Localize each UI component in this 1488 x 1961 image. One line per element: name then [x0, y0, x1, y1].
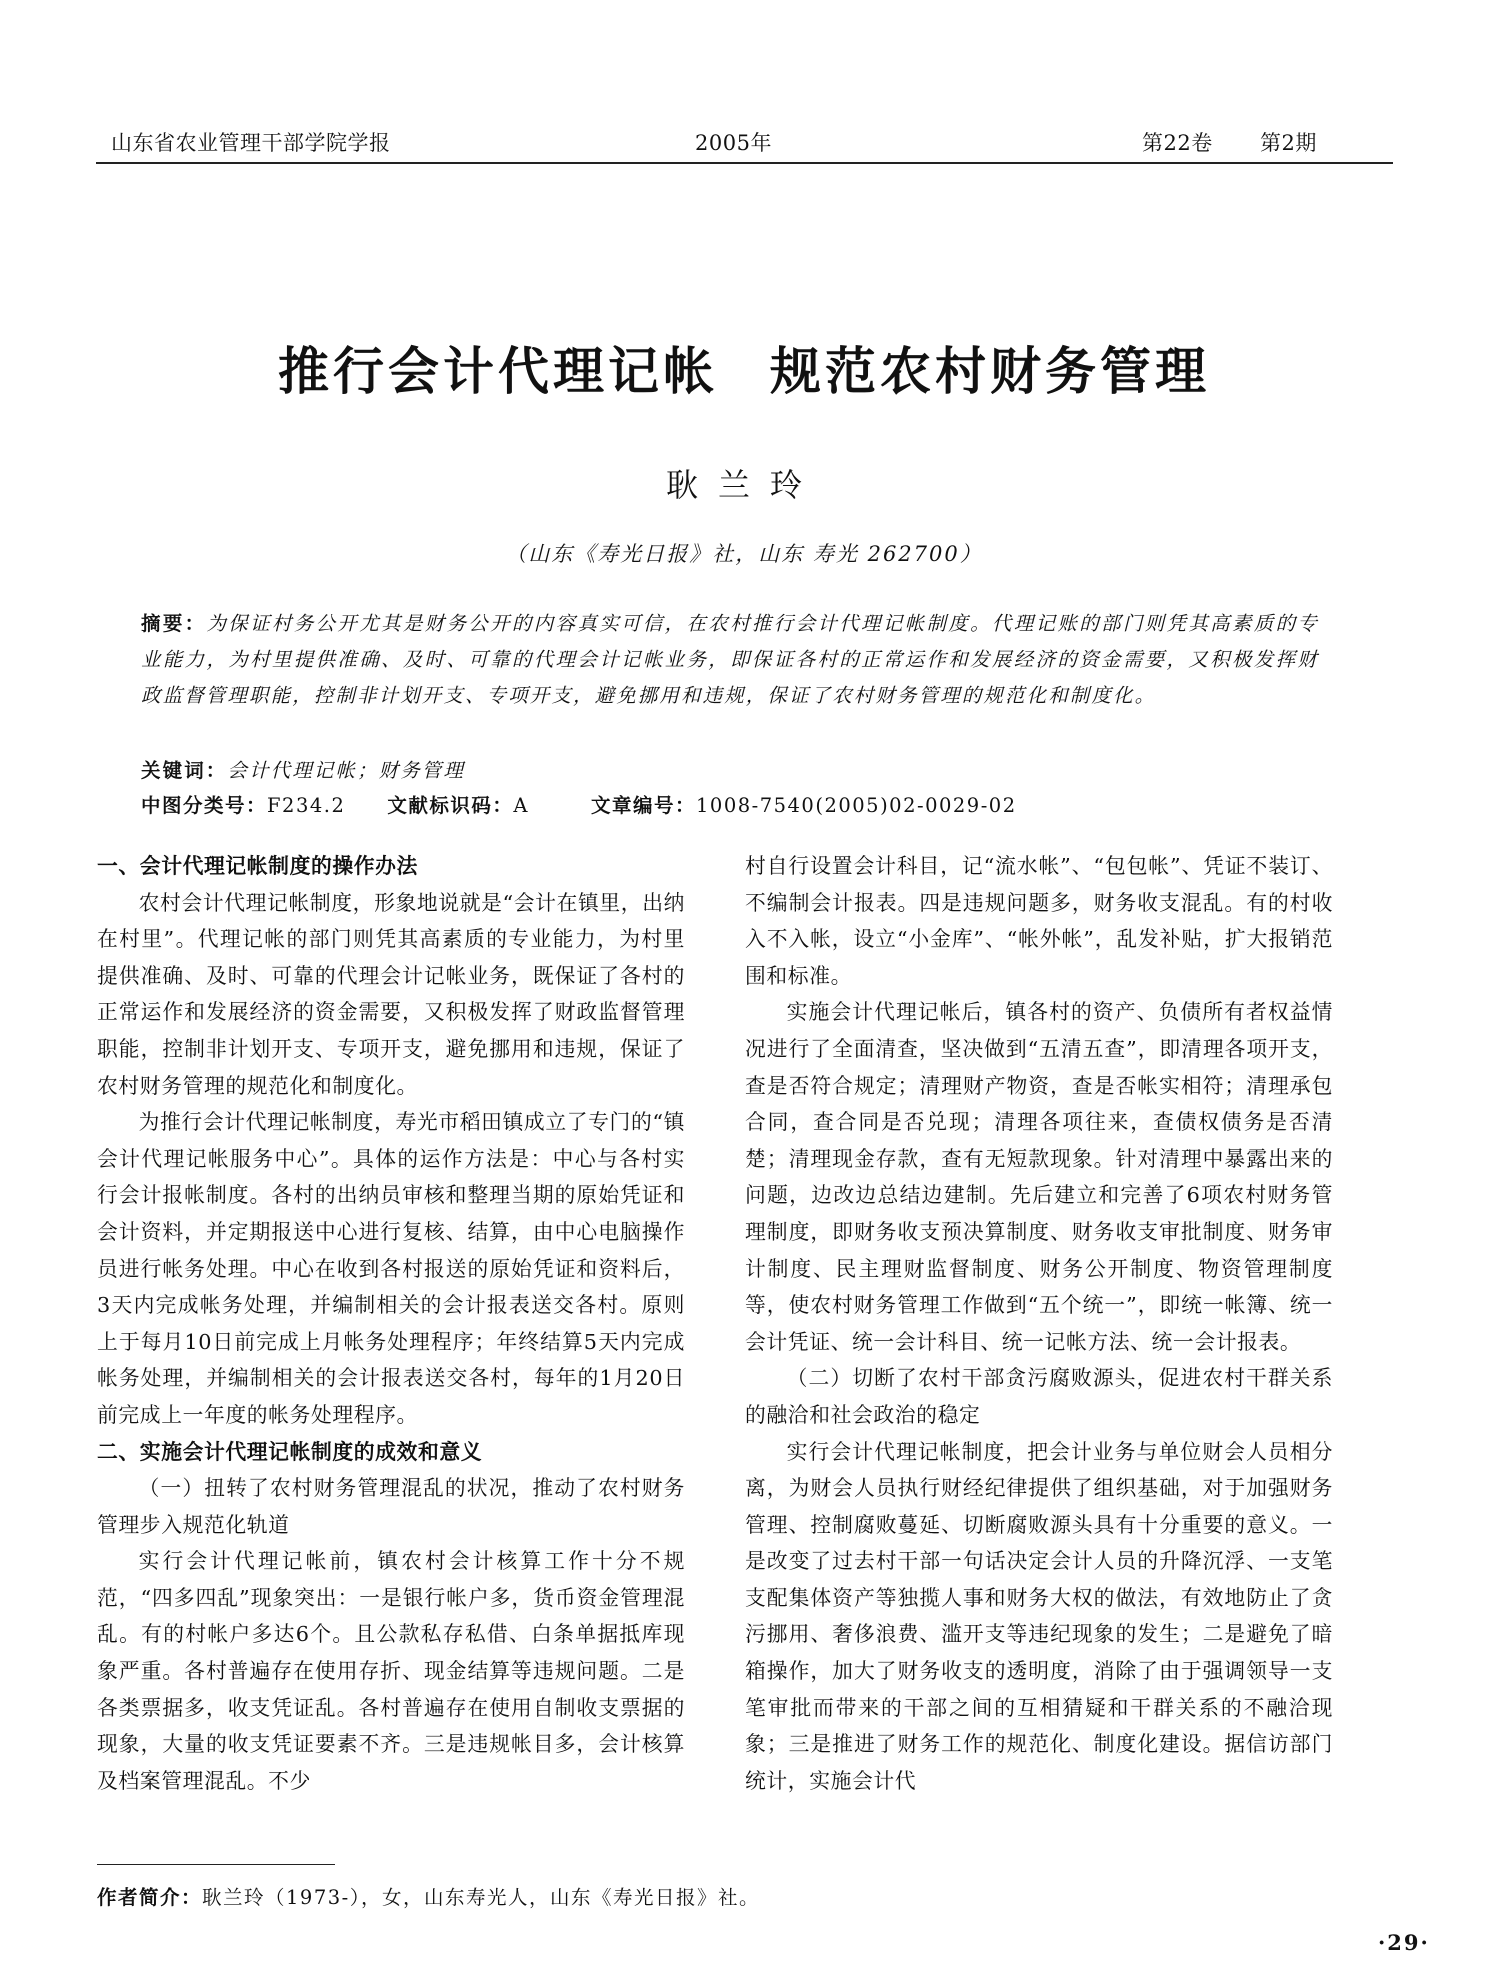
title-part-1: 推行会计代理记帐 — [277, 343, 718, 402]
title-part-2: 规范农村财务管理 — [770, 343, 1211, 402]
subsection-heading-2: （二）切断了农村干部贪污腐败源头，促进农村干群关系的融洽和社会政治的稳定 — [745, 1366, 1333, 1427]
paragraph-continued: 村自行设置会计科目，记“流水帐”、“包包帐”、凭证不装订、不编制会计报表。四是违规问题多，财务收支混乱。有的村收入不入帐，设立“小金库”、“帐外帐”，乱发补贴，扩大报销范围和标准。 — [745, 854, 1333, 988]
keywords-label: 关键词： — [141, 759, 228, 782]
author-note-label: 作者简介： — [97, 1886, 203, 1909]
journal-volume: 第22卷 — [1142, 131, 1213, 155]
footnote-rule — [97, 1864, 335, 1865]
author-note-text: 耿兰玲（1973-），女，山东寿光人，山东《寿光日报》社。 — [202, 1886, 760, 1909]
paragraph: 实行会计代理记帐前，镇农村会计核算工作十分不规范，“四多四乱”现象突出：一是银行帐户多，货币资金管理混乱。有的村帐户多达6个。且公款私存私借、白条单据抵库现象严重。各村普遍存在使用存折、现金结算等违规问题。二是各类票据多，收支凭证乱。各村普遍存在使用自制收支票据的现象，大量的收支凭证要素不齐。三是违规帐目多，会计核算及档案管理混乱。不少 — [97, 1549, 685, 1793]
subsection-heading-1: （一）扭转了农村财务管理混乱的状况，推动了农村财务管理步入规范化轨道 — [97, 1476, 685, 1537]
section-heading-2: 二、实施会计代理记帐制度的成效和意义 — [97, 1439, 483, 1464]
doc-code-value: A — [513, 794, 529, 817]
author-note — [97, 1882, 760, 1910]
abstract-text: 为保证村务公开尤其是财务公开的内容真实可信，在农村推行会计代理记帐制度。代理记账的部门则凭其高素质的专业能力，为村里提供准确、及时、可靠的代理会计记帐业务，即保证各村的正常运作和发展经济的资金需要，又积极发挥财政监督管理职能，控制非计划开支、专项开支，避免挪用和违规，保证了农村财务管理的规范化和制度化。 — [141, 612, 1319, 707]
keywords — [141, 753, 1319, 789]
author-name: 耿兰玲 — [665, 466, 822, 504]
journal-name: 山东省农业管理干部学院学报 — [111, 131, 391, 155]
paragraph: 实施会计代理记帐后，镇各村的资产、负债所有者权益情况进行了全面清查，坚决做到“五清五查”，即清理各项开支，查是否符合规定；清理财产物资，查是否帐实相符；清理承包合同，查合同是否兑现；清理各项往来，查债权债务是否清楚；清理现金存款，查有无短款现象。针对清理中暴露出来的问题，边改边总结边建制。先后建立和完善了6项农村财务管理制度，即财务收支预决算制度、财务收支审批制度、财务审计制度、民主理财监督制度、财务公开制度、物资管理制度等，使农村财务管理工作做到“五个统一”，即统一帐簿、统一会计凭证、统一会计科目、统一记帐方法、统一会计报表。 — [745, 1000, 1333, 1354]
journal-year: 2005年 — [695, 131, 772, 155]
header-rule — [96, 162, 1393, 164]
clc-label: 中图分类号： — [141, 794, 268, 817]
author-affiliation: （山东《寿光日报》社，山东 寿光 262700） — [505, 542, 983, 566]
journal-issue: 第2期 — [1260, 131, 1317, 155]
paragraph: 为推行会计代理记帐制度，寿光市稻田镇成立了专门的“镇会计代理记帐服务中心”。具体的运作方法是：中心与各村实行会计报帐制度。各村的出纳员审核和整理当期的原始凭证和会计资料，并定期报送中心进行复核、结算，由中心电脑操作员进行帐务处理。中心在收到各村报送的原始凭证和资料后，3天内完成帐务处理，并编制相关的会计报表送交各村。原则上于每月10日前完成上月帐务处理程序；年终结算5天内完成帐务处理，并编制相关的会计报表送交各村，每年的1月20日前完成上一年度的帐务处理程序。 — [97, 1110, 685, 1427]
classification-info — [141, 790, 1017, 818]
clc-value: F234.2 — [267, 794, 346, 817]
paragraph: 实行会计代理记帐制度，把会计业务与单位财会人员相分离，为财会人员执行财经纪律提供了组织基础，对于加强财务管理、控制腐败蔓延、切断腐败源头具有十分重要的意义。一是改变了过去村干部一句话决定会计人员的升降沉浮、一支笔支配集体资产等独揽人事和财务大权的做法，有效地防止了贪污挪用、奢侈浪费、滥开支等违纪现象的发生；二是避免了暗箱操作，加大了财务收支的透明度，消除了由于强调领导一支笔审批而带来的干部之间的互相猜疑和干群关系的不融洽现象；三是推进了财务工作的规范化、制度化建设。据信访部门统计，实施会计代 — [745, 1439, 1333, 1793]
keywords-text: 会计代理记帐；财务管理 — [227, 759, 466, 782]
article-no-value: 1008-7540(2005)02-0029-02 — [696, 794, 1017, 817]
article-no-label: 文章编号： — [590, 794, 696, 817]
abstract-label: 摘要： — [141, 612, 207, 635]
body-column-right — [745, 848, 1333, 1799]
abstract — [141, 606, 1319, 714]
paragraph: 农村会计代理记帐制度，形象地说就是“会计在镇里，出纳在村里”。代理记帐的部门则凭其高素质的专业能力，为村里提供准确、及时、可靠的代理会计记帐业务，既保证了各村的正常运作和发展经济的资金需要，又积极发挥了财政监督管理职能，控制非计划开支、专项开支，避免挪用和违规，保证了农村财务管理的规范化和制度化。 — [97, 890, 685, 1098]
page-number: ·29· — [1378, 1930, 1430, 1955]
body-column-left — [97, 848, 685, 1799]
doc-code-label: 文献标识码： — [387, 794, 514, 817]
section-heading-1: 一、会计代理记帐制度的操作办法 — [97, 854, 418, 878]
article-title — [0, 330, 1488, 404]
